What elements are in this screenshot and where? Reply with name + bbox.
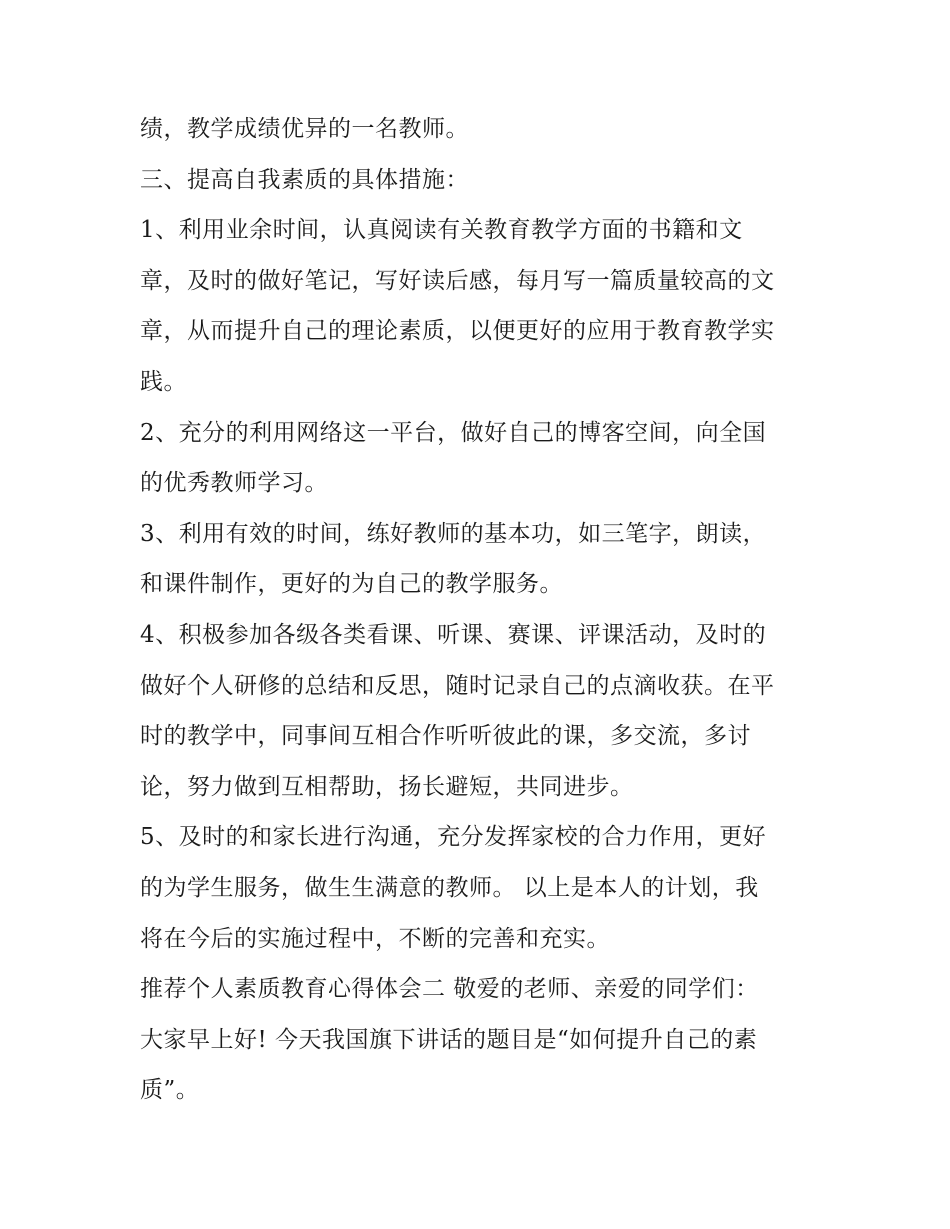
text-line: 1、利用业余时间，认真阅读有关教育教学方面的书籍和文 — [140, 217, 743, 244]
section-heading: 三、提高自我素质的具体措施： — [140, 166, 469, 193]
text-line: 和课件制作，更好的为自己的教学服务。 — [140, 571, 563, 598]
text-line: 5、及时的和家长进行沟通，充分发挥家校的合力作用，更好 — [140, 824, 767, 851]
text-line: 的为学生服务，做生生满意的教师。 以上是本人的计划，我 — [140, 874, 759, 901]
text-line: 绩，教学成绩优异的一名教师。 — [140, 116, 469, 142]
text-line: 的优秀教师学习。 — [140, 470, 328, 497]
text-line: 论，努力做到互相帮助，扬长避短，共同进步。 — [140, 773, 634, 800]
document-body — [140, 104, 820, 1116]
text-line: 章，及时的做好笔记，写好读后感，每月写一篇质量较高的文 — [140, 267, 775, 294]
text-line: 做好个人研修的总结和反思，随时记录自己的点滴收获。在平 — [140, 672, 775, 699]
text-line: 4、积极参加各级各类看课、听课、赛课、评课活动，及时的 — [140, 621, 767, 648]
text-line: 2、充分的利用网络这一平台，做好自己的博客空间，向全国 — [140, 419, 767, 446]
text-line: 践。 — [140, 368, 187, 395]
text-line: 时的教学中，同事间互相合作听听彼此的课，多交流，多讨 — [140, 723, 751, 750]
text-line: 3、利用有效的时间，练好教师的基本功，如三笔字，朗读， — [140, 520, 767, 547]
text-line: 大家早上好! 今天我国旗下讲话的题目是“如何提升自己的素 — [140, 1026, 758, 1053]
text-line: 推荐个人素质教育心得体会二 敬爱的老师、亲爱的同学们： — [140, 976, 759, 1003]
text-line: 章，从而提升自己的理论素质，以便更好的应用于教育教学实 — [140, 318, 775, 345]
text-line: 将在今后的实施过程中，不断的完善和充实。 — [140, 925, 610, 952]
text-line: 质”。 — [140, 1077, 200, 1104]
